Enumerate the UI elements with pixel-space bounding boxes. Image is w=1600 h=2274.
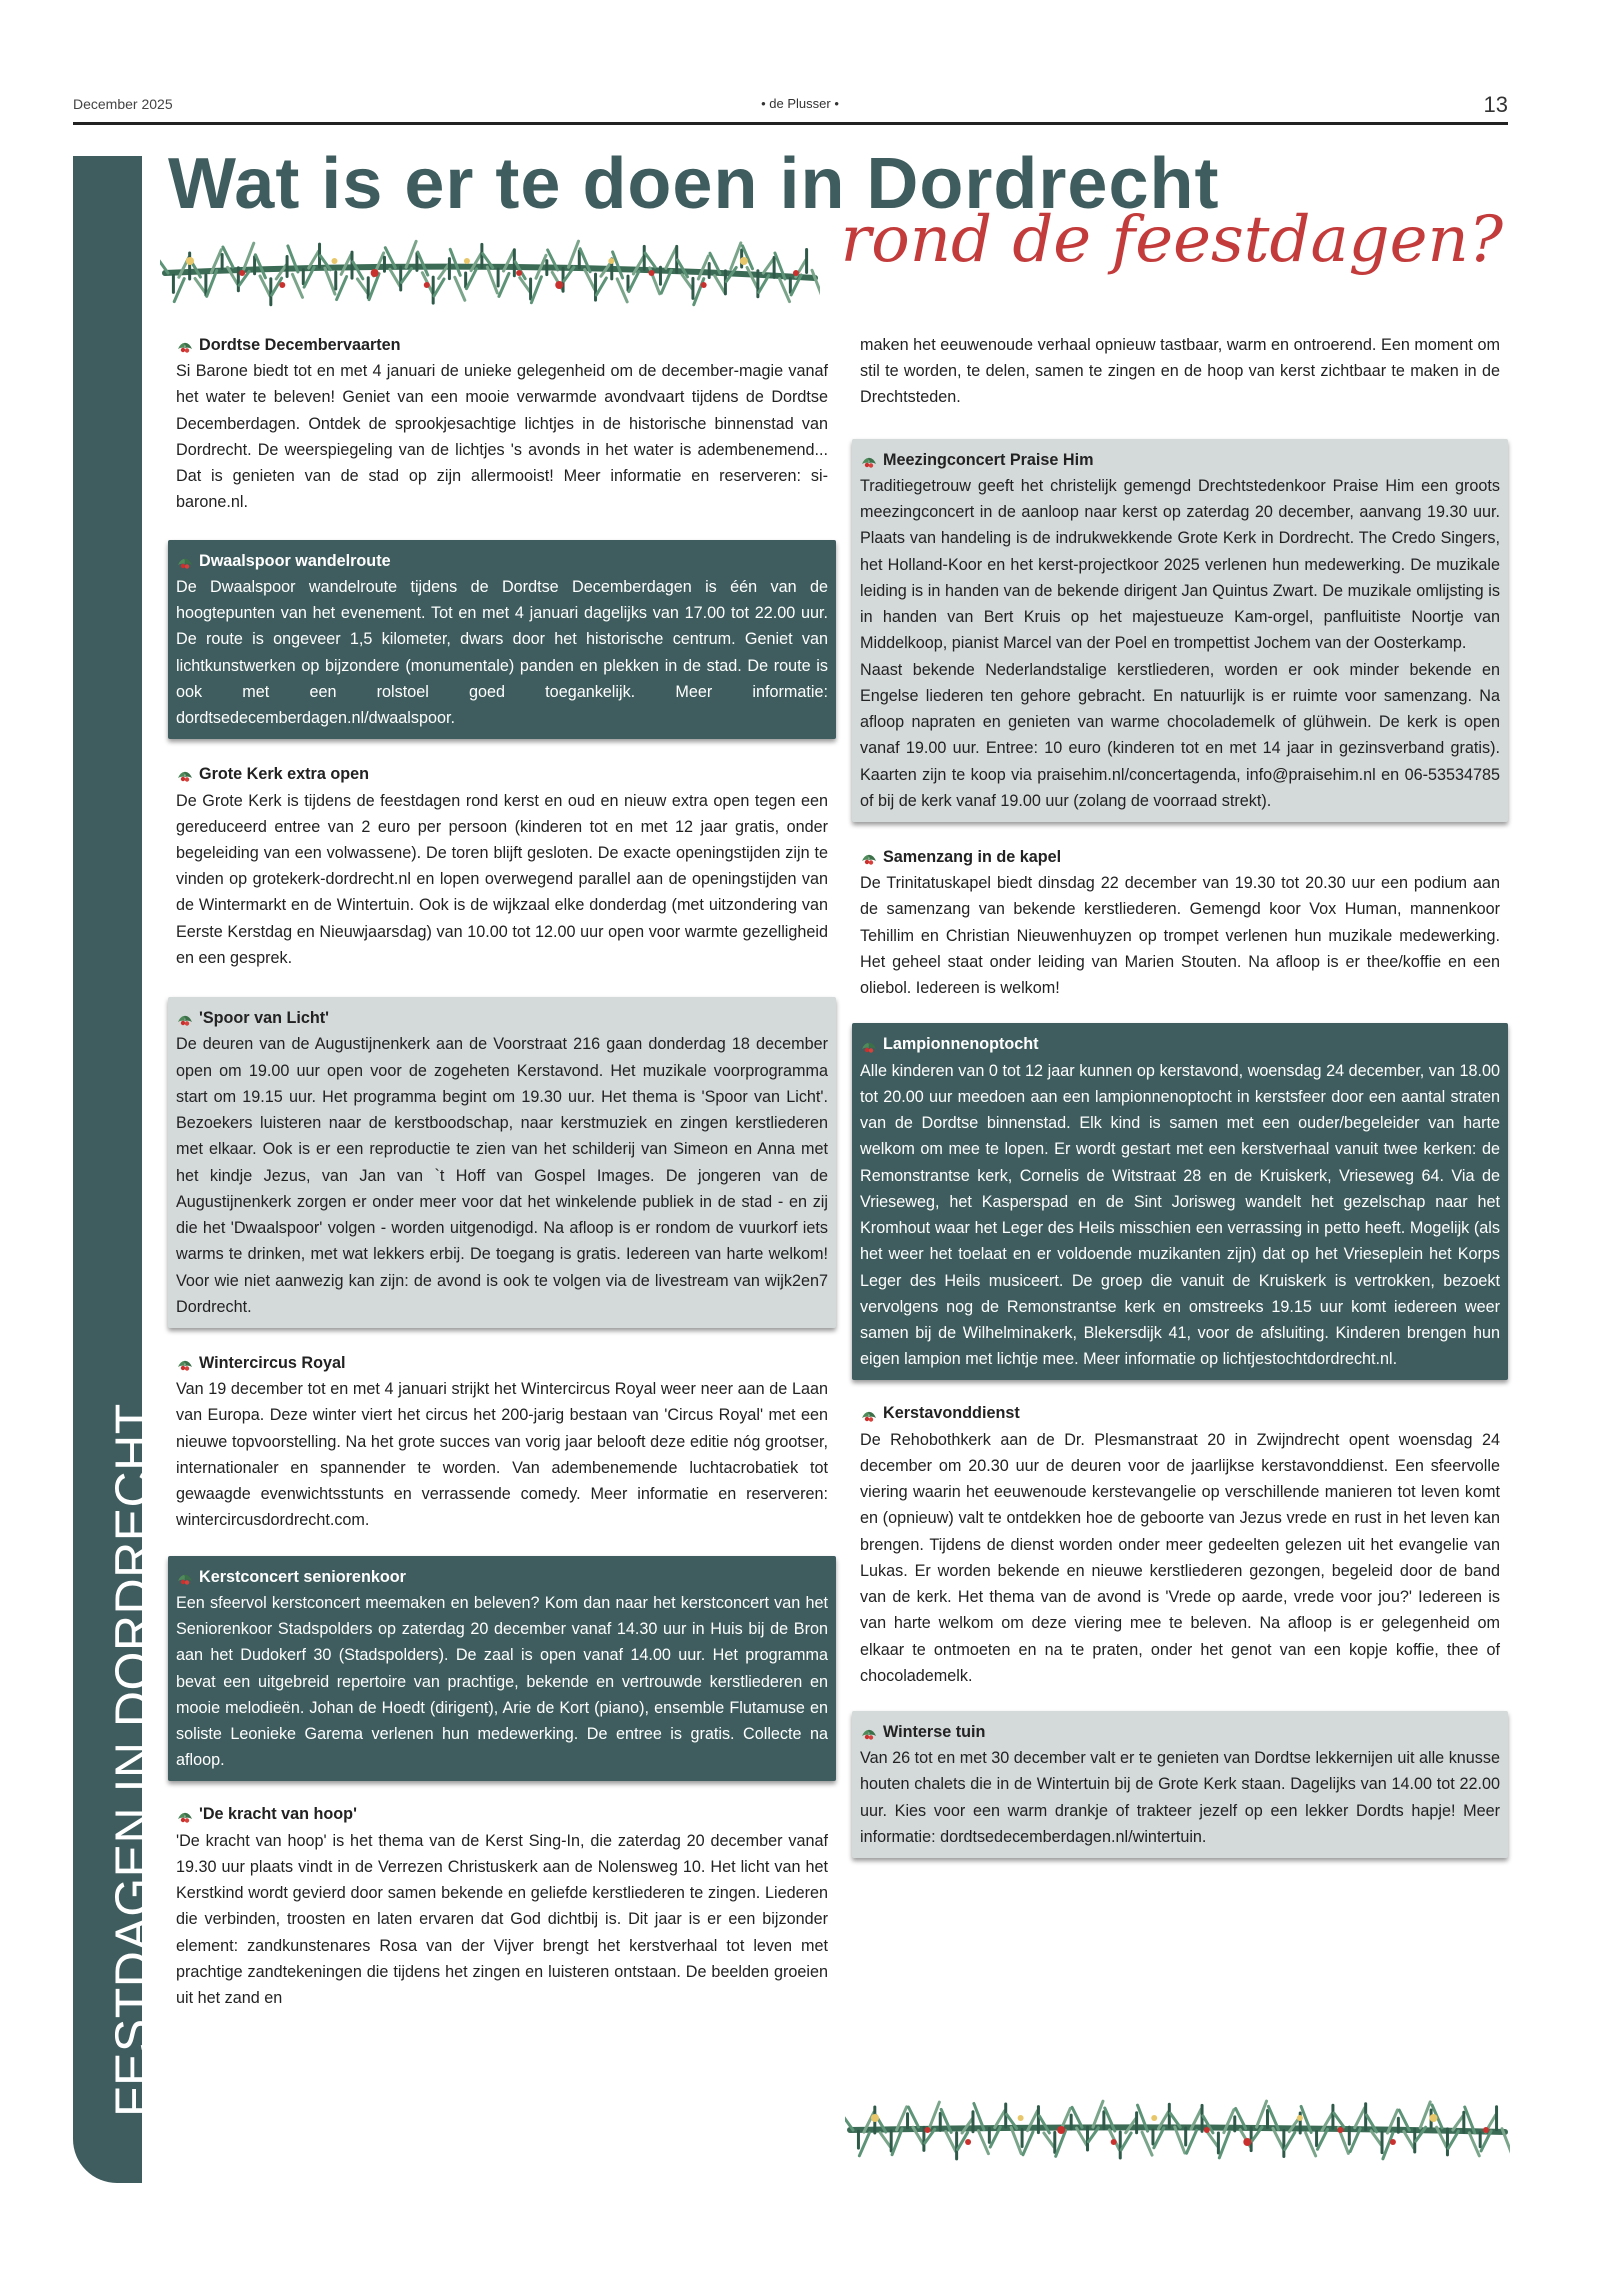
- garland-ornament: [516, 270, 522, 276]
- garland-needle: [908, 2107, 918, 2127]
- garland-needle: [780, 279, 790, 302]
- garland-needle: [337, 277, 347, 300]
- garland-needle: [499, 273, 509, 296]
- garland-needle: [617, 279, 627, 302]
- garland-needle: [1175, 2127, 1185, 2153]
- garland-needle: [1334, 2113, 1344, 2127]
- garland-needle: [568, 241, 578, 267]
- article-body: Alle kinderen van 0 tot 12 jaar kunnen op kerstavond, woensdag 24 december, van 18.00 tot 20.00 uur meedoen aan een lampionnenoptocht in kerstsfeer door een aantal straten van de Dordtse binnenstad. Elk kind is samen met een ouder/begeleider van harte welkom om mee te lopen. Er wordt gestart met een kerstverhaal vanuit twee kerken: de Remonstrantse kerk, Cornelis de Witstraat 28 en de Kruiskerk, Vrieseweg 64. Via de Vrieseweg, het Kasperspad en de Sint Jorisweg wandelt het gezelschap naar het Kromhout waar het Leger des Heils misschien een verrassing in petto heeft. Mogelijk (als het weer het toelaat en er voldoende muzikanten zijn) dat op het Vrieseplein het Korps Leger des Heils musiceert. De groep die vanuit de Kruiskerk is vertrokken, bezoekt vervolgens nog de Remonstrantse kerk en omstreeks 19.15 uur komt iedereen weer samen bij de Wilhelminakerk, Blekersdijk 41, voor de afsluiting. Kinderen brengen hun eigen lampion met lichtje mee. Meer informatie op lichtjestochtdordrecht.nl.: [860, 1061, 1500, 1369]
- garland-needle: [1093, 2101, 1103, 2127]
- garland-ornament: [649, 270, 655, 276]
- garland-needle: [455, 277, 465, 300]
- garland-needle: [892, 2129, 902, 2155]
- garland-needle: [645, 253, 655, 267]
- garland-needle: [978, 2131, 988, 2154]
- garland-needle: [207, 270, 217, 296]
- garland-needle: [195, 278, 205, 292]
- article-body: 'De kracht van hoop' is het thema van de Kerst Sing-In, die zaterdag 20 december vanaf 19.30 uur plaats vindt in de Verrezen Christuskerk aan de Nolensweg 10. Het licht van het Kerstkind wordt gevierd door samen bekende en geliefde kerstliederen te zingen. Liederen die verbinden, troosten en laten ervaren dat God dichtbij is. Dit jaar is er een bijzonder element: zandkunstenares Rosa van der Vijver brengt het kerstverhaal tot leven met prachtige zandtekeningen die tijdens het zingen en luisteren ontstaan. De beelden groeien uit het zand en: [176, 1831, 828, 2008]
- garland-ornament: [1297, 2115, 1303, 2121]
- garland-needle: [1011, 2128, 1021, 2154]
- garland-needle: [1219, 2132, 1229, 2158]
- garland-needle: [1420, 2102, 1430, 2128]
- article-title: 'Spoor van Licht': [176, 1005, 828, 1031]
- garland-ornament: [1337, 2127, 1343, 2133]
- article-body: Van 26 tot en met 30 december valt er te genieten van Dordtse lekkernijen uit alle knusse houten chalets die in de Wintertuin bij de Grote Kerk staan. Dagelijks van 14.00 tot 22.00 uur. Kies voor een warm drankje of trakteer jezelf op een lekker Dordts hapje! Meer informatie: dordtsedecemberdagen.nl/wintertuin.: [860, 1749, 1500, 1846]
- garland-needle: [1383, 2133, 1393, 2159]
- garland-needle: [357, 279, 367, 293]
- garland-ornament: [555, 281, 563, 289]
- garland-ornament: [1243, 2138, 1251, 2146]
- garland-needle: [731, 243, 741, 269]
- garland-ornament: [793, 270, 799, 276]
- article-title: Winterse tuin: [860, 1719, 1500, 1745]
- article-lampionnenoptocht: [852, 1023, 1508, 1380]
- article-kracht-van-hoop-continued: [852, 330, 1508, 415]
- article-spoor-van-licht: [168, 997, 836, 1328]
- garland-ornament: [464, 258, 470, 264]
- article-title: Dordtse Decembervaarten: [176, 332, 828, 358]
- garland-ornament: [424, 282, 430, 288]
- holly-icon: [176, 1807, 194, 1823]
- garland-needle: [1044, 2133, 1054, 2147]
- article-samenzang: [852, 842, 1508, 1005]
- article-body: Een sfeervol kerstconcert meemaken en beleven? Kom dan naar het kerstconcert van het Seniorenkoor Stadspolders op zaterdag 20 december vanaf 14.30 uur in Huis bij de Bron aan het Dudokerf 30 (Stadspolders). De zaal is open vanaf 14.00 uur. Het programma bevat een uitgebreid repertoire van prachtige, bekende en vertrouwde kerstliederen en mooie melodieën. Johan de Hoedt (dirigent), Arie de Kort (piano), ensemble Flutamuse en soliste Leonieke Garema verlenen hun medewerking. De entree is gratis. Collecte na afloop.: [176, 1593, 828, 1770]
- holly-icon: [176, 1355, 194, 1371]
- header-rule: [73, 122, 1508, 125]
- garland-needle: [1317, 2129, 1327, 2149]
- garland-needle: [1306, 2133, 1316, 2156]
- holly-icon: [860, 1724, 878, 1740]
- garland-needle: [369, 274, 379, 300]
- article-body: maken het eeuwenoude verhaal opnieuw tastbaar, warm en ontroerend. Een moment om stil te worden, te delen, samen te zingen en de hoop van kerst zichtbaar te maken in de Drechtsteden.: [860, 336, 1500, 407]
- garland-needle: [1187, 2130, 1197, 2153]
- garland-needle: [450, 249, 460, 275]
- garland-ornament: [1057, 2126, 1065, 2134]
- article-body: De deuren van de Augustijnenkerk aan de Voorstraat 216 gaan donderdag 18 december open om 19.00 uur open voor de zogeheten Kerstavond. Het muzikale voorprogramma start om 19.15 uur. Het programma begint om 19.30 uur. Het thema is 'Spoor van Licht'. Bezoekers luisteren naar de kerstboodschap, naar kerstmuziek en zingen kerstliederen met elkaar. Ook is er een reproductie te zien van het schilderij van Simeon en Anna met het kindje Jezus, van Jan van `t Hoff van Gospel Images. De jongeren van de Augustijnenkerk zorgen er onder meer voor dat het winkelende publiek in de stad - en zij die het 'Dwaalspoor' volgen - worden uitgenodigd. Na afloop is er rondom de vuurkorf iets warms te drinken, met wat lekkers erbij. De toegang is gratis. Iedereen van harte welkom! Voor wie niet aanwezig kan zijn: de avond is ook te volgen via de livestream van wijk2en7 Dordrecht.: [176, 1035, 828, 1316]
- garland-ornament: [1204, 2127, 1210, 2133]
- article-body: De Rehobothkerk aan de Dr. Plesmanstraat 20 in Zwijndrecht opent woensdag 24 december om 20.30 uur de deuren voor de jaarlijkse kerstavonddienst. Een sfeervolle viering waarin het eeuwenoude kerstevangelie op verschillende manieren tot leven komt en (opnieuw) valt te ontdekken hoe de geboorte van Jezus vrede en rust in het leven kan brengen. Tijdens de dienst worden onder meer gedeelten gelezen uit het evangelie van Lukas. Er worden bekende en nieuwe kerstliederen gezongen, begeleid door de band van de kerk. Het thema van de avond is 'Vrede op aarde, vrede voor jou?' Iedereen is van harte welkom om deze viering mee te beleven. Na afloop is er gelegenheid om elkaar te ontmoeten en na te praten, onder het genot van een kopje koffie, thee of chocolademelk.: [860, 1430, 1500, 1685]
- article-title: Meezingconcert Praise Him: [860, 447, 1500, 473]
- garland-needle: [1207, 2132, 1217, 2146]
- page-subtitle: rond de feestdagen?: [840, 203, 1503, 277]
- garland-ornament: [371, 269, 379, 277]
- article-body-continued: Naast bekende Nederlandstalige kerstliederen, worden er ook minder bekende en Engelse liederen ten gehore gebracht. En natuurlijk is er ruimte voor samenzang. Na afloop napraten en genieten van warme chocolademelk of glühwein. De kerk is open vanaf 19.00 uur. Entree: 10 euro (kinderen tot en met 14 jaar in gezinsverband gratis). Kaarten zijn te koop via praisehim.nl/concertagenda, info@praisehim.nl en 06-53534785 of bij de kerk vanaf 19.00 uur (zolang de voorraad strekt).: [860, 660, 1500, 810]
- holly-icon: [860, 1406, 878, 1422]
- garland-needle: [292, 274, 302, 297]
- garland-needle: [946, 2131, 956, 2151]
- article-kerstavonddienst: [852, 1398, 1508, 1693]
- garland-needle: [1142, 2132, 1152, 2155]
- article-body: De Grote Kerk is tijdens de feestdagen rond kerst en oud en nieuw extra open tegen een gereduceerd entree van 2 euro per persoon (kinderen tot en met 12 jaar gratis, onder begeleiding van een volwassene). De toren blijft gesloten. De exacte openingstijden zijn te vinden op grotekerk-dordrecht.nl en lopen overwegend parallel aan de openingstijden van de Wintermarkt en de Wintertuin. Ook is de wijkzaal elke donderdag (met uitzondering van Eerste Kerstdag en Nieuwjaarsdag) van 10.00 tot 12.00 uur open voor warmte gezelligheid en een gesprek.: [176, 791, 828, 967]
- right-column: [852, 330, 1508, 1858]
- garland-needle: [487, 267, 497, 293]
- garland-needle: [698, 256, 708, 279]
- garland-needle: [1072, 2107, 1082, 2127]
- garland-needle: [434, 279, 444, 296]
- garland-needle: [223, 247, 233, 267]
- garland-needle: [390, 269, 400, 286]
- article-decembervaarten: [168, 330, 836, 520]
- holly-icon: [860, 452, 878, 468]
- garland-needle: [880, 2133, 890, 2147]
- garland-needle: [1023, 2132, 1033, 2155]
- garland-needle: [1077, 2128, 1087, 2145]
- garland-needle: [1285, 2132, 1295, 2149]
- garland-needle: [812, 270, 820, 296]
- garland-needle: [1257, 2101, 1267, 2127]
- garland-ornament: [239, 270, 245, 276]
- garland-ornament: [871, 2114, 879, 2122]
- garland-needle: [1154, 2128, 1164, 2148]
- garland-ornament: [186, 257, 194, 265]
- garland-needle: [715, 276, 725, 293]
- article-dwaalspoor: [168, 540, 836, 740]
- article-title: Dwaalspoor wandelroute: [176, 548, 828, 574]
- article-body: Si Barone biedt tot en met 4 januari de unieke gelegenheid om de december-magie vanaf het water te beleven! Geniet van een mooie verwarmde avondvaart tijdens de Dordtse Decemberdagen. Ontdek de sprookjesachtige lichtjes in de historische binnenstad van Dordrecht. De weerspiegeling van de lichtjes 's avonds in het water is adembenemend... Dat is genieten van de stad op zijn allermooist! Meer informatie en reserveren: si-barone.nl.: [176, 362, 828, 512]
- garland-needle: [929, 2102, 939, 2128]
- section-label: FESTDAGEN IN DORDRECHT: [105, 1403, 161, 2117]
- holly-icon: [860, 849, 878, 865]
- garland-needle: [1056, 2130, 1066, 2156]
- garland-needle: [406, 241, 416, 267]
- article-winterse-tuin: [852, 1711, 1508, 1858]
- article-body: De Dwaalspoor wandelroute tijdens de Dordtse Decemberdagen is één van de hoogtepunten van het evenement. Tot en met 4 januari dagelijks van 17.00 tot 22.00 uur. De route is ongeveer 1,5 kilometer, dwars door het historische centrum. Geniet van lichtkunstwerken op bijzondere (monumentale) panden en plekken in de stad. De route is ook met een rolstoel goed toegankelijk. Meer informatie: dordtsedecemberdagen.nl/dwaalspoor.: [176, 577, 828, 728]
- garland-needle: [174, 279, 184, 302]
- article-body: De Trinitatuskapel biedt dinsdag 22 december van 19.30 tot 20.30 uur een podium aan de samenzang van bekende kerstliederen. Gemengd koor Vox Human, mannenkoor Tehillim en Christian Nieuwenhuyzen op trompet verlenen hun muzikale medewerking. Het geheel staat onder leiding van Marien Stouten. Na afloop is er thee/koffie en een oliebol. Iedereen is welkom!: [860, 874, 1500, 998]
- article-title: 'De kracht van hoop': [176, 1801, 828, 1827]
- garland-needle: [244, 243, 254, 269]
- garland-ornament: [740, 257, 748, 265]
- holly-icon: [176, 1569, 194, 1585]
- garland-needle: [325, 268, 335, 294]
- holly-icon: [176, 1010, 194, 1026]
- article-body: Traditiegetrouw geeft het christelijk gemengd Drechtstedenkoor Praise Him een groots meezingconcert in de aanloop naar kerst op zaterdag 20 december, aanvang 19.30 uur. Plaats van handeling is de indrukwekkende Grote Kerk in Dordrecht. The Credo Singers, het Holland-Koor en het kerst-projectkoor 2025 verlenen hun medewerking. De muzikale leiding is in handen van de bekende dirigent Jan Quintus Zwart. De muzikale omlijsting is in handen van Bert Kruis op het majestueuze Kam-orgel, panfluitiste Noortje van Middelkoop, pianist Marcel van der Poel en trompettist Jochem van der Oosterkamp.: [860, 476, 1500, 653]
- garland-ornament: [279, 282, 285, 288]
- garland-needle: [1469, 2133, 1479, 2156]
- holly-icon: [176, 553, 194, 569]
- article-title: Grote Kerk extra open: [176, 761, 828, 787]
- article-title: Lampionnenoptocht: [860, 1031, 1500, 1057]
- garland-needle: [596, 278, 606, 295]
- pine-garland-bottom: [845, 2094, 1510, 2170]
- article-seniorenkoor: [168, 1556, 836, 1782]
- garland-ornament: [701, 282, 707, 288]
- garland-ornament: [965, 2139, 971, 2145]
- holly-icon: [176, 337, 194, 353]
- article-praise-him: [852, 439, 1508, 822]
- issue-date: December 2025: [73, 96, 173, 112]
- holly-icon: [176, 766, 194, 782]
- garland-needle: [613, 252, 623, 278]
- garland-ornament: [1429, 2114, 1437, 2122]
- page-number: 13: [1483, 92, 1508, 117]
- garland-needle: [1404, 2131, 1414, 2148]
- garland-ornament: [331, 258, 337, 264]
- article-body: Van 19 december tot en met 4 januari strijkt het Wintercircus Royal weer neer aan de Laan van Europa. Deze winter viert het circus het 200-jarig bestaan van 'Circus Royal' met een nieuwe topvoorstelling. Na het grote succes van vorig jaar belooft deze editie nóg grootser, internationaler en spannender te worden. Van adembenemende luchtacrobatiek tot gewaagde evenwichtsstunts en verrassende comedy. Meer informatie en reserveren: wintercircusdordrecht.com.: [176, 1380, 828, 1530]
- garland-ornament: [925, 2127, 931, 2133]
- garland-needle: [531, 277, 541, 303]
- article-kracht-van-hoop: [168, 1799, 836, 2015]
- pine-garland-top: [160, 228, 820, 314]
- garland-needle: [859, 2133, 869, 2156]
- article-title: Kerstconcert seniorenkoor: [176, 1564, 828, 1590]
- publication-name: • de Plusser •: [761, 96, 839, 111]
- garland-ornament: [608, 258, 614, 264]
- garland-needle: [402, 268, 412, 282]
- garland-ornament: [1111, 2139, 1117, 2145]
- holly-icon: [860, 1037, 878, 1053]
- article-grote-kerk: [168, 759, 836, 975]
- garland-ornament: [1151, 2115, 1157, 2121]
- garland-needle: [1355, 2108, 1365, 2128]
- garland-needle: [666, 248, 676, 268]
- page-title: Wat is er te doen in Dordrecht: [168, 144, 1220, 224]
- article-title: Wintercircus Royal: [176, 1350, 828, 1376]
- article-title: Samenzang in de kapel: [860, 844, 1500, 870]
- garland-needle: [1273, 2128, 1283, 2148]
- garland-ornament: [1018, 2115, 1024, 2121]
- left-column: [168, 330, 836, 2015]
- garland-ornament: [1390, 2139, 1396, 2145]
- garland-ornament: [1483, 2127, 1489, 2133]
- article-title: Kerstavonddienst: [860, 1400, 1500, 1426]
- article-wintercircus: [168, 1348, 836, 1538]
- garland-needle: [1121, 2133, 1131, 2150]
- garland-needle: [763, 259, 773, 273]
